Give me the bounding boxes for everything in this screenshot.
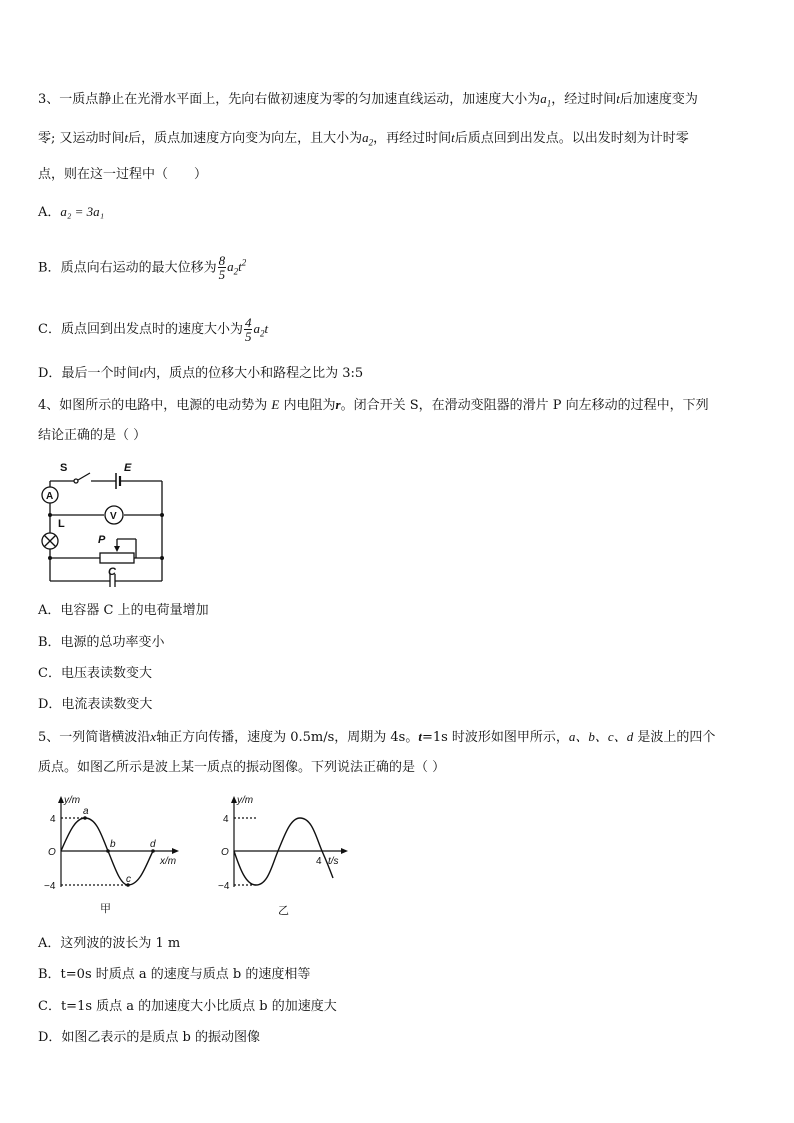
option-text: 内，质点的位移大小和路程之比为 3:5: [143, 366, 364, 381]
label-c: c: [126, 874, 131, 885]
x-axis-label: t/s: [328, 856, 339, 867]
junction-dot: [48, 513, 52, 517]
q3-text: ，再经过时间: [373, 131, 452, 146]
label-emf: E: [124, 462, 132, 474]
q5-option-c: C．t=1s 质点 a 的加速度大小比质点 b 的加速度大: [38, 999, 337, 1014]
junction-dot: [160, 556, 164, 560]
math-a1: $a_1$: [540, 91, 552, 109]
y-axis-label: y/m: [64, 795, 81, 806]
q3-line2: [38, 129, 689, 152]
q3-text: 后，质点加速度方向变为向左，且大小为: [128, 131, 363, 146]
math-x: x: [150, 729, 157, 744]
label-lamp: L: [58, 518, 65, 530]
x-arrow-icon: [341, 848, 348, 854]
q4-option-a: A．电容器 C 上的电荷量增加: [38, 603, 209, 618]
q5-text: 5、一列简谐横波沿: [38, 730, 151, 745]
q3-option-d: [38, 364, 363, 383]
math-r: r: [335, 397, 341, 412]
q3-text: 零; 又运动时间: [38, 131, 125, 146]
fraction: $\frac{4}{5}$: [244, 315, 252, 344]
x-tick-4: 4: [316, 856, 322, 867]
q3-option-b: [38, 254, 246, 281]
x-axis-label: x/m: [160, 856, 177, 867]
label-ammeter: A: [46, 491, 54, 502]
label-voltmeter: V: [110, 511, 117, 522]
q5-option-b: B．t=0s 时质点 a 的速度与质点 b 的速度相等: [38, 967, 311, 982]
q3-option-c: [38, 316, 268, 343]
q3-line1: [38, 90, 698, 113]
q4-option-c: C．电压表读数变大: [38, 666, 152, 681]
fraction: $\frac{8}{5}$: [218, 253, 226, 283]
q5-line1: [38, 728, 715, 747]
option-text: 质点向右运动的最大位移为: [60, 260, 217, 276]
math-expression: a₂ = 3a₁: [60, 204, 105, 219]
q3-text: 后加速度变为: [619, 92, 698, 107]
q4-option-d: D．电流表读数变大: [38, 697, 153, 712]
q3-option-a: [38, 203, 104, 222]
circuit-diagram: [38, 455, 170, 587]
origin-label: O: [48, 847, 56, 858]
math-a2t2: $a_2t^2$: [227, 258, 247, 277]
math-a2: $a_2$: [362, 130, 374, 148]
q4-line2: 结论正确的是（ ）: [38, 428, 147, 443]
option-text: 最后一个时间: [61, 366, 140, 381]
q5-text: =1s 时波形如图甲所示，: [421, 730, 569, 745]
option-label: C．: [38, 322, 61, 337]
math-t: t: [139, 365, 144, 380]
q4-text: 4、如图所示的电路中，电源的电动势为: [38, 398, 268, 413]
option-label: A．: [38, 205, 61, 220]
vibration-graph-yi: [216, 792, 356, 922]
y-axis-label: y/m: [237, 795, 254, 806]
q5-text: 是波上的四个: [637, 730, 716, 745]
label-a: a: [83, 806, 89, 817]
junction-dot: [160, 513, 164, 517]
q5-line2: 质点。如图乙所示是波上某一质点的振动图像。下列说法正确的是（ ）: [38, 760, 446, 775]
x-arrow-icon: [172, 848, 179, 854]
slider-arrow-icon: [114, 546, 120, 552]
option-text: 质点回到出发点时的速度大小为: [60, 322, 243, 337]
math-t: t: [418, 729, 422, 744]
y-tick-top: 4: [50, 814, 56, 825]
label-capacitor: C: [108, 566, 116, 578]
q4-text: 。闭合开关 S，在滑动变阻器的滑片 P 向左移动的过程中，下列: [340, 398, 709, 413]
q4-line1: [38, 396, 709, 415]
label-d: d: [150, 839, 156, 850]
q4-option-b: B．电源的总功率变小: [38, 635, 165, 650]
q5-option-a: A．这列波的波长为 1 m: [38, 936, 181, 951]
label-b: b: [110, 839, 116, 850]
math-t: t: [616, 91, 620, 106]
math-t: t: [124, 130, 129, 145]
origin-label: O: [221, 847, 229, 858]
q3-text: 3、一质点静止在光滑水平面上，先向右做初速度为零的匀加速直线运动，加速度大小为: [38, 92, 541, 107]
label-slider: P: [98, 534, 106, 546]
y-tick-top: 4: [223, 814, 229, 825]
option-label: B．: [38, 260, 61, 276]
math-t: t: [451, 130, 455, 145]
q5-text: 轴正方向传播，速度为 0.5m/s，周期为 4s。: [156, 730, 419, 745]
wave-graph-jia: [40, 792, 190, 922]
q3-text: 后质点回到出发点。以出发时刻为计时零: [454, 131, 689, 146]
label-switch: S: [60, 462, 68, 474]
q3-text: ，经过时间: [551, 92, 617, 107]
caption-jia: 甲: [100, 903, 111, 915]
option-label: D．: [38, 366, 62, 381]
junction-dot: [48, 556, 52, 560]
caption-yi: 乙: [278, 905, 289, 917]
y-tick-bottom: −4: [44, 881, 56, 892]
y-tick-bottom: −4: [218, 881, 230, 892]
point-letters: a、b、c、d: [568, 729, 634, 744]
q4-text: 内电阻为: [283, 398, 336, 413]
math-E: E: [271, 397, 280, 412]
q3-line3: 点，则在这一过程中（ ）: [38, 167, 208, 182]
q5-option-d: D．如图乙表示的是质点 b 的振动图像: [38, 1030, 261, 1045]
math-a2t: $a_2t$: [253, 321, 269, 339]
